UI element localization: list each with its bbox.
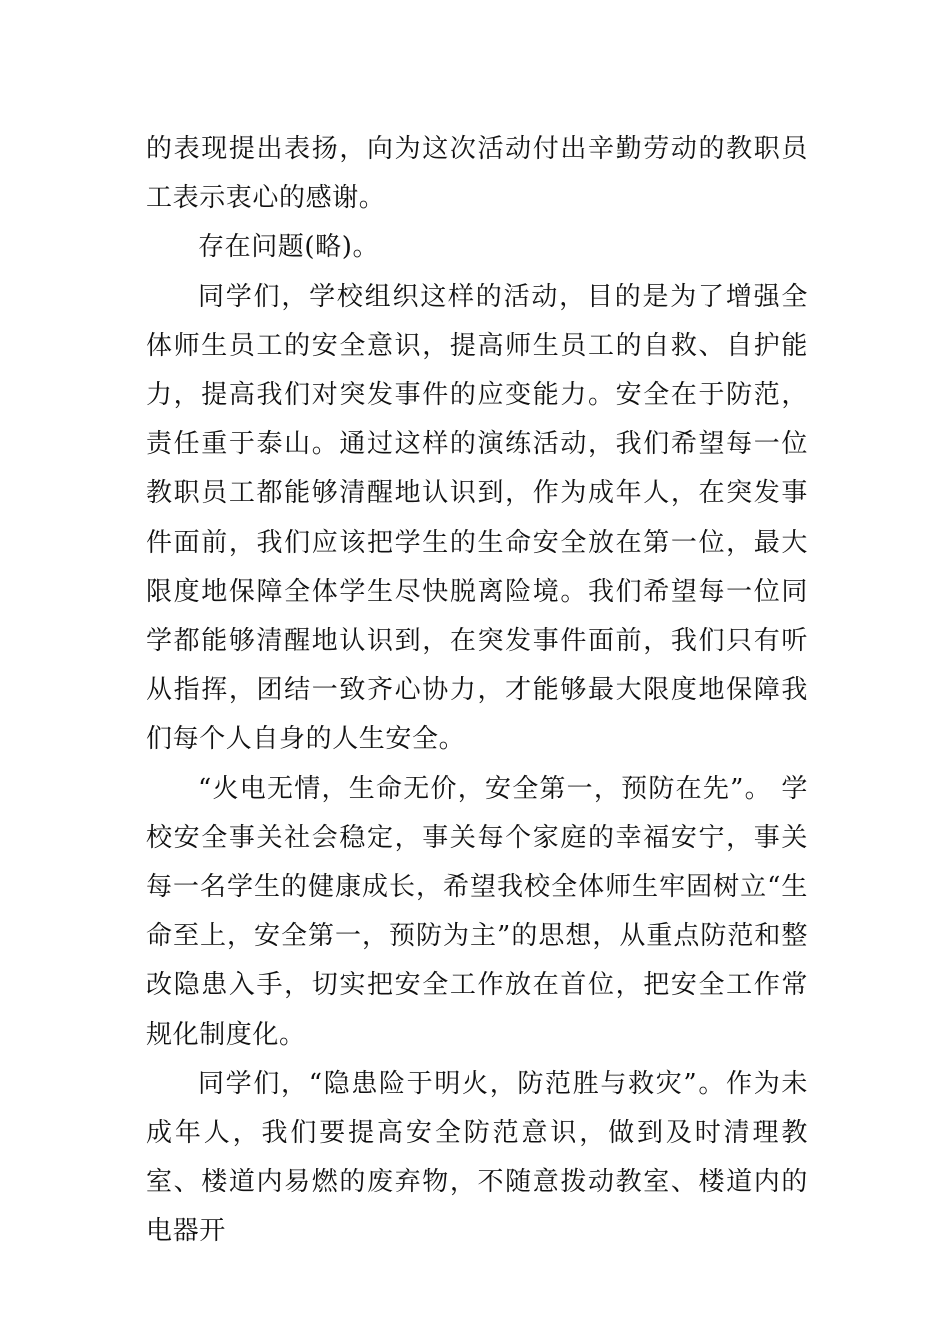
paragraph-1: 的表现提出表扬，向为这次活动付出辛勤劳动的教职员工表示衷心的感谢。 <box>146 134 808 214</box>
paragraph-5: 同学们，“隐患险于明火，防范胜与救灾”。作为未成年人，我们要提高安全防范意识，做到及时清理教室、楼道内易燃的废弃物，不随意拨动教室、楼道内的电器开 <box>146 1068 808 1247</box>
paragraph-3: 同学们，学校组织这样的活动，目的是为了增强全体师生员工的安全意识，提高师生员工的自救、自护能力，提高我们对突发事件的应变能力。安全在于防范，责任重于泰山。通过这样的演练活动，我们希望每一位教职员工都能够清醒地认识到，作为成年人，在突发事件面前，我们应该把学生的生命安全放在第一位，最大限度地保障全体学生尽快脱离险境。我们希望每一位同学都能够清醒地认识到，在突发事件面前，我们只有听从指挥，团结一致齐心协力，才能够最大限度地保障我们每个人自身的人生安全。 <box>146 281 808 755</box>
document-body <box>146 125 808 1257</box>
paragraph-4: “火电无情，生命无价，安全第一，预防在先”。 学校安全事关社会稳定，事关每个家庭的幸福安宁，事关每一名学生的健康成长，希望我校全体师生牢固树立“生命至上，安全第一，预防为主”的思想，从重点防范和整改隐患入手，切实把安全工作放在首位，把安全工作常规化制度化。 <box>146 773 808 1050</box>
paragraph-2: 存在问题(略)。 <box>198 232 380 263</box>
